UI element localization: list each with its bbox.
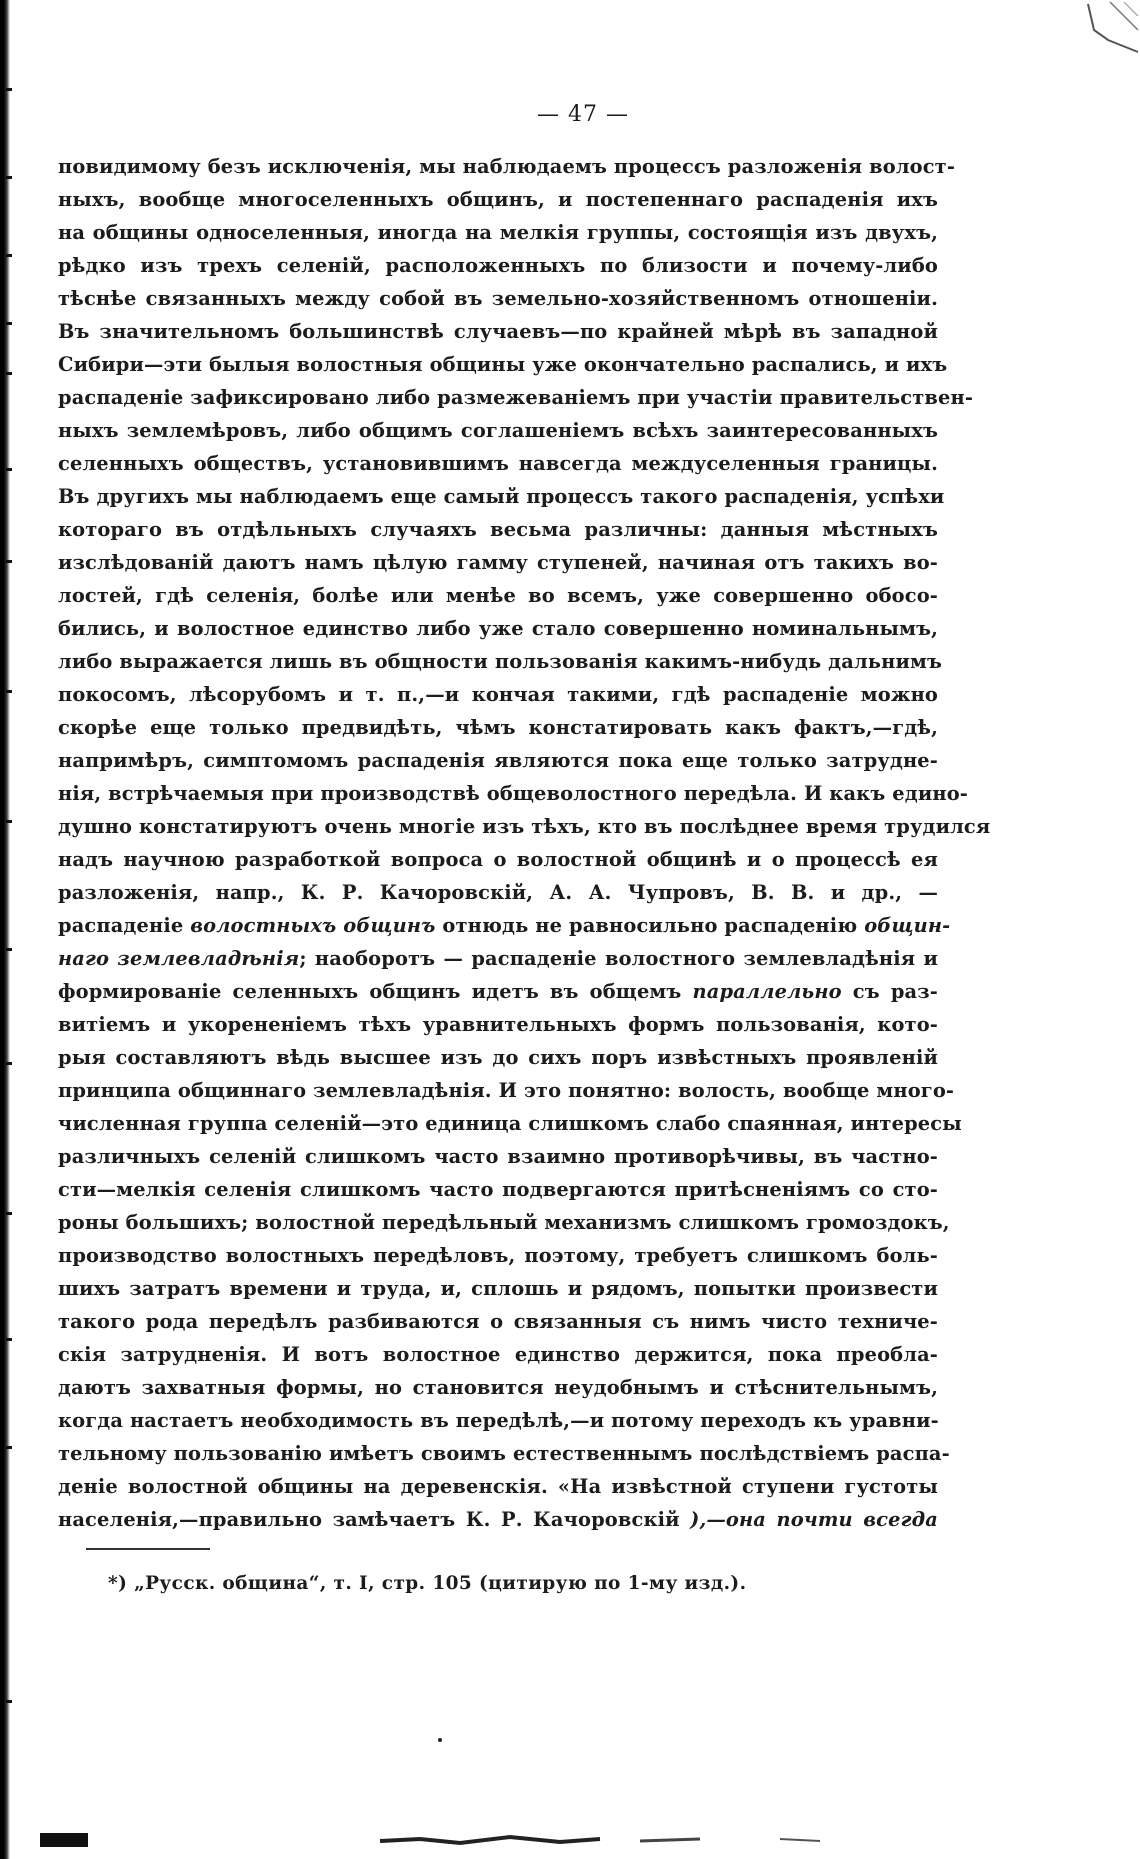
text-line: ныхъ землемѣровъ, либо общимъ соглашеніемъ всѣхъ заинтересованныхъ (58, 419, 938, 442)
text-line: тельному пользованію имѣетъ своимъ естественнымъ послѣдствіемъ распа- (58, 1442, 950, 1465)
text-line: Сибири—эти былыя волостныя общины уже окончательно распались, и ихъ (58, 353, 948, 376)
text-line: напримѣръ, симптомомъ распаденія являются пока еще только затрудне- (58, 749, 938, 772)
emphasis: наго землевладѣнія (58, 947, 300, 970)
bottom-scan-artifact (40, 1827, 880, 1851)
text-line: Въ другихъ мы наблюдаемъ еще самый процессъ такого распаденія, успѣхи (58, 485, 945, 508)
text-line: либо выражается лишь въ общности пользованія какимъ-нибудь дальнимъ (58, 650, 942, 673)
text-line: даютъ захватныя формы, но становится неудобнымъ и стѣснительнымъ, (58, 1376, 938, 1399)
text-line: роны большихъ; волостной передѣльный механизмъ слишкомъ громоздокъ, (58, 1211, 950, 1234)
text-line: изслѣдованій даютъ намъ цѣлую гамму ступеней, начиная отъ такихъ во- (58, 551, 938, 574)
footnote: *) „Русск. община“, т. I, стр. 105 (цитирую по 1-му изд.). (108, 1573, 747, 1594)
text-line: населенія,—правильно замѣчаетъ К. Р. Качоровскій ),—она почти всегда (58, 1508, 938, 1531)
body-text (58, 150, 991, 1536)
emphasis: параллельно (692, 980, 842, 1003)
text-line: нія, встрѣчаемыя при производствѣ общеволостного передѣла. И какъ едино- (58, 782, 968, 805)
text-line: рыя составляютъ вѣдь высшее изъ до сихъ поръ извѣстныхъ проявленій (58, 1046, 938, 1069)
text-line: распаденіе волостныхъ общинъ отнюдь не равносильно распаденію общин- (58, 914, 951, 937)
text-line: скія затрудненія. И вотъ волостное единство держится, пока преобла- (58, 1343, 938, 1366)
text-line: селенныхъ обществъ, установившимъ навсегда междуселенныя границы. (58, 452, 938, 475)
text-line: принципа общиннаго землевладѣнія. И это понятно: волость, вообще много- (58, 1079, 955, 1102)
text-line: шихъ затратъ времени и труда, и, сплошь и рядомъ, попытки произвести (58, 1277, 938, 1300)
text-line: покосомъ, лѣсорубомъ и т. п.,—и кончая такими, гдѣ распаденіе можно (58, 683, 938, 706)
text-line: повидимому безъ исключенія, мы наблюдаемъ процессъ разложенія волост- (58, 155, 956, 178)
text-line: скорѣе еще только предвидѣть, чѣмъ констатировать какъ фактъ,—гдѣ, (58, 716, 938, 739)
text-line: на общины односеленныя, иногда на мелкія группы, состоящія изъ двухъ, (58, 221, 938, 244)
text-line: ныхъ, вообще многоселенныхъ общинъ, и постепеннаго распаденія ихъ (58, 188, 938, 211)
corner-scan-artifact (1080, 0, 1140, 60)
text-line: бились, и волостное единство либо уже стало совершенно номинальнымъ, (58, 617, 938, 640)
text-line: витіемъ и укорененіемъ тѣхъ уравнительныхъ формъ пользованія, кото- (58, 1013, 938, 1036)
text-line: душно констатируютъ очень многіе изъ тѣхъ, кто въ послѣднее время трудился (58, 815, 991, 838)
text-line: такого рода передѣлъ разбиваются о связанныя съ нимъ чисто техниче- (58, 1310, 938, 1333)
emphasis: волостныхъ общинъ (190, 914, 436, 937)
text-line: разложенія, напр., К. Р. Качоровскій, А. А. Чупровъ, В. В. и др., — (58, 881, 938, 904)
text-line: сти—мелкія селенія слишкомъ часто подвергаются притѣсненіямъ со сто- (58, 1178, 938, 1201)
footnote-divider (86, 1548, 210, 1550)
text-line: Въ значительномъ большинствѣ случаевъ—по крайней мѣрѣ въ западной (58, 320, 938, 343)
text-line: лостей, гдѣ селенія, болѣе или менѣе во всемъ, уже совершенно обосо- (58, 584, 938, 607)
text-line: когда настаетъ необходимость въ передѣлѣ,—и потому переходъ къ уравни- (58, 1409, 939, 1432)
emphasis: общин- (864, 914, 951, 937)
text-line: надъ научною разработкой вопроса о волостной общинѣ и о процессѣ ея (58, 848, 938, 871)
text-line: деніе волостной общины на деревенскія. «На извѣстной ступени густоты (58, 1475, 938, 1498)
page-number: — 47 — (537, 102, 629, 127)
stray-mark (438, 1738, 442, 1742)
text-line: формированіе селенныхъ общинъ идетъ въ общемъ параллельно съ раз- (58, 980, 938, 1003)
page-binding-edge (0, 0, 10, 1859)
emphasis: ),—она почти всегда (690, 1508, 938, 1531)
text-line: численная группа селеній—это единица слишкомъ слабо спаянная, интересы (58, 1112, 962, 1135)
text-line: котораго въ отдѣльныхъ случаяхъ весьма различны: данныя мѣстныхъ (58, 518, 938, 541)
text-line: производство волостныхъ передѣловъ, поэтому, требуетъ слишкомъ боль- (58, 1244, 938, 1267)
text-line: рѣдко изъ трехъ селеній, расположенныхъ по близости и почему-либо (58, 254, 938, 277)
text-line: наго землевладѣнія; наоборотъ — распаденіе волостного землевладѣнія и (58, 947, 939, 970)
text-line: тѣснѣе связанныхъ между собой въ земельно-хозяйственномъ отношеніи. (58, 287, 938, 310)
text-line: распаденіе зафиксировано либо размежеваніемъ при участіи правительствен- (58, 386, 974, 409)
text-line: различныхъ селеній слишкомъ часто взаимно противорѣчивы, въ частно- (58, 1145, 938, 1168)
